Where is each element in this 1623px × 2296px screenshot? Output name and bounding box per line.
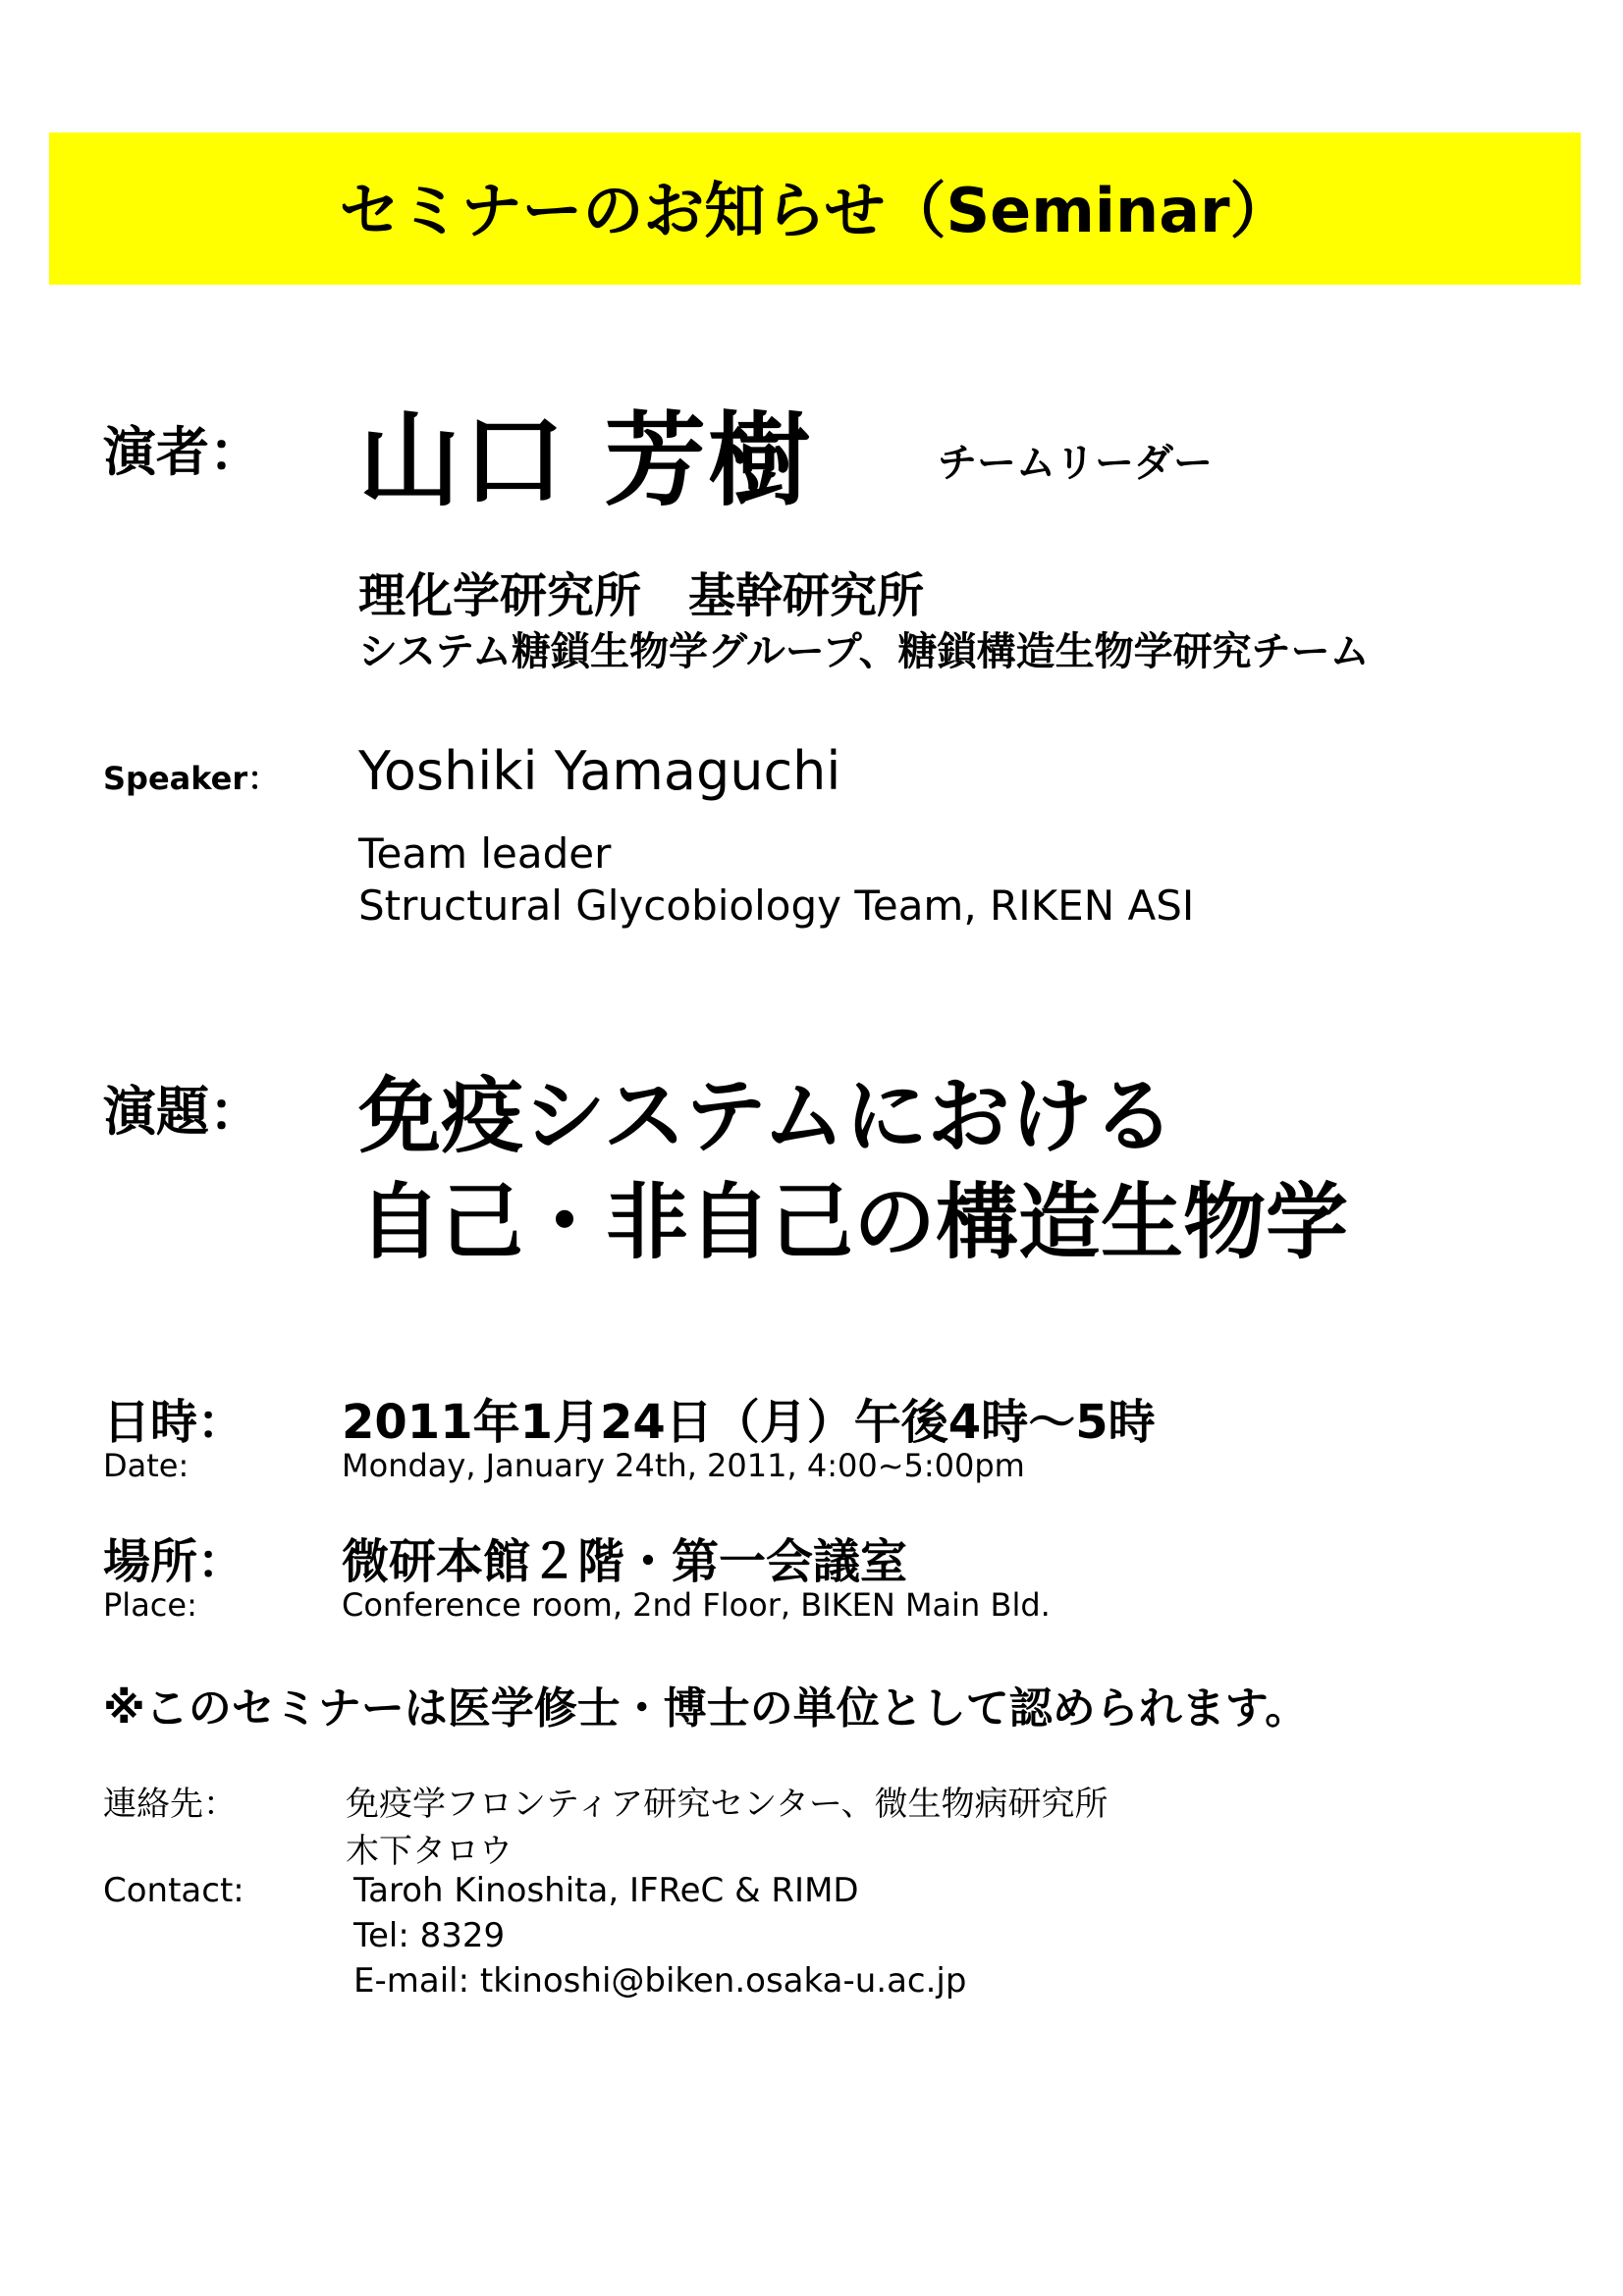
speaker-label-en: Speaker： <box>103 760 280 797</box>
contact-email-link[interactable]: E-mail: tkinoshi@biken.osaka-u.ac.jp <box>353 1961 967 2001</box>
talk-label: 演題： <box>103 1081 262 1143</box>
speaker-label-jp: 演者： <box>103 421 262 483</box>
speaker-affiliation-jp-1: 理化学研究所 基幹研究所 <box>358 568 925 623</box>
place-label-en: Place: <box>103 1586 197 1624</box>
contact-name-jp: 木下タロウ <box>346 1832 513 1871</box>
header-banner <box>49 133 1581 285</box>
date-label-jp: 日時： <box>103 1395 245 1450</box>
speaker-affiliation-jp-2: システム糖鎖生物学グループ、糖鎖構造生物学研究チーム <box>358 629 1370 674</box>
contact-name-en: Taroh Kinoshita, IFReC & RIMD <box>353 1871 859 1910</box>
date-label-en: Date: <box>103 1447 189 1484</box>
date-value-jp: 2011年1月24日（月）午後4時～5時 <box>342 1395 1156 1450</box>
speaker-name-jp: 山口 芳樹 <box>358 400 813 520</box>
contact-tel: Tel: 8329 <box>353 1916 506 1955</box>
contact-label-jp: 連絡先： <box>103 1785 237 1824</box>
talk-title-line-2: 自己・非自己の構造生物学 <box>358 1174 1349 1270</box>
place-value-jp: 微研本館２階・第一会議室 <box>342 1534 908 1589</box>
speaker-name-en: Yoshiki Yamaguchi <box>358 740 841 802</box>
page-title: セミナーのお知らせ（Seminar） <box>339 175 1291 246</box>
speaker-title-en: Team leader <box>358 829 612 878</box>
speaker-title-jp: チームリーダー <box>938 441 1213 486</box>
contact-org-jp: 免疫学フロンティア研究センター、微生物病研究所 <box>346 1785 1109 1824</box>
place-label-jp: 場所： <box>103 1534 245 1589</box>
talk-title-line-1: 免疫システムにおける <box>358 1068 1175 1164</box>
contact-label-en: Contact: <box>103 1871 244 1910</box>
place-value-en: Conference room, 2nd Floor, BIKEN Main Bld. <box>342 1586 1051 1624</box>
speaker-affiliation-en: Structural Glycobiology Team, RIKEN ASI <box>358 881 1195 930</box>
date-value-en: Monday, January 24th, 2011, 4:00~5:00pm <box>342 1447 1025 1484</box>
credit-note: ※このセミナーは医学修士・博士の単位として認められます。 <box>103 1683 1309 1734</box>
